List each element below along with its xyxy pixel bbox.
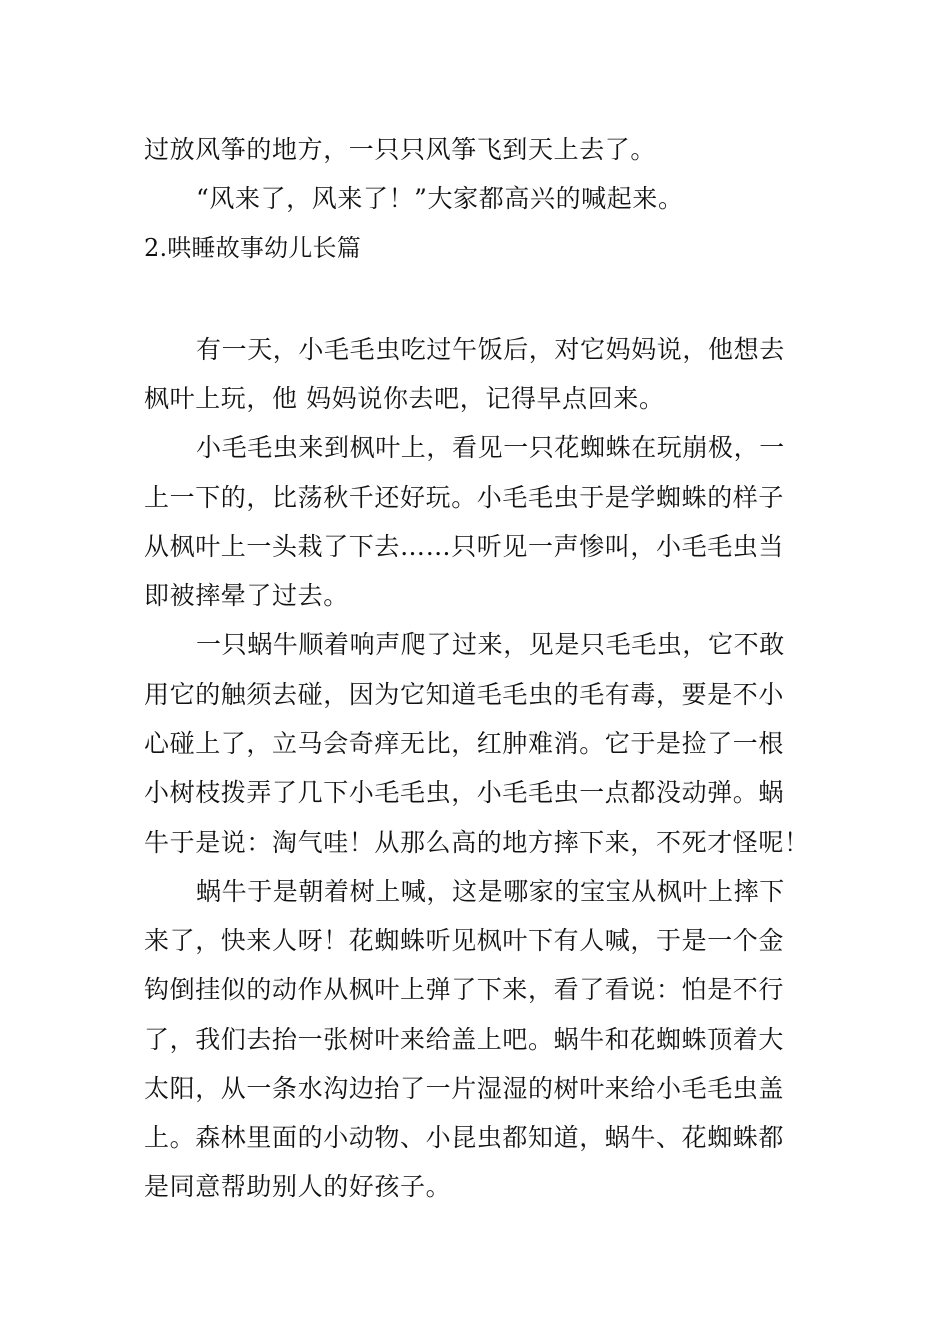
text-line: 上一下的，比荡秋千还好玩。小毛毛虫于是学蜘蛛的样子 — [144, 483, 785, 512]
text-line: “风来了，风来了！”大家都高兴的喊起来。 — [196, 184, 684, 213]
text-line: 蜗牛于是朝着树上喊，这是哪家的宝宝从枫叶上摔下 — [196, 877, 785, 906]
text-line: 了，我们去抬一张树叶来给盖上吧。蜗牛和花蜘蛛顶着大 — [144, 1025, 785, 1054]
text-line: 钩倒挂似的动作从枫叶上弹了下来，看了看说：怕是不行 — [144, 975, 785, 1004]
text-line: 枫叶上玩，他 妈妈说你去吧，记得早点回来。 — [144, 384, 665, 413]
section-heading: 2.哄睡故事幼儿长篇 — [144, 234, 361, 262]
text-line: 太阳，从一条水沟边抬了一片湿湿的树叶来给小毛毛虫盖 — [144, 1074, 785, 1103]
text-line: 有一天，小毛毛虫吃过午饭后，对它妈妈说，他想去 — [196, 335, 785, 364]
text-line: 即被摔晕了过去。 — [144, 581, 349, 610]
text-line: 一只蜗牛顺着响声爬了过来，见是只毛毛虫，它不敢 — [196, 630, 785, 659]
text-line: 用它的触须去碰，因为它知道毛毛虫的毛有毒，要是不小 — [144, 680, 785, 709]
text-line: 从枫叶上一头栽了下去……只听见一声惨叫，小毛毛虫当 — [144, 532, 785, 561]
text-line: 小树枝拨弄了几下小毛毛虫，小毛毛虫一点都没动弹。蜗 — [144, 778, 785, 807]
text-line: 心碰上了，立马会奇痒无比，红肿难消。它于是捡了一根 — [144, 729, 785, 758]
text-line: 是同意帮助别人的好孩子。 — [144, 1172, 452, 1201]
text-line: 小毛毛虫来到枫叶上，看见一只花蜘蛛在玩崩极，一 — [196, 433, 785, 462]
text-line: 上。森林里面的小动物、小昆虫都知道，蜗牛、花蜘蛛都 — [144, 1123, 785, 1152]
text-line: 来了，快来人呀！花蜘蛛听见枫叶下有人喊，于是一个金 — [144, 926, 785, 955]
text-line: 过放风筝的地方，一只只风筝飞到天上去了。 — [144, 135, 657, 164]
text-line: 牛于是说：淘气哇！从那么高的地方摔下来，不死才怪呢！ — [144, 828, 810, 857]
